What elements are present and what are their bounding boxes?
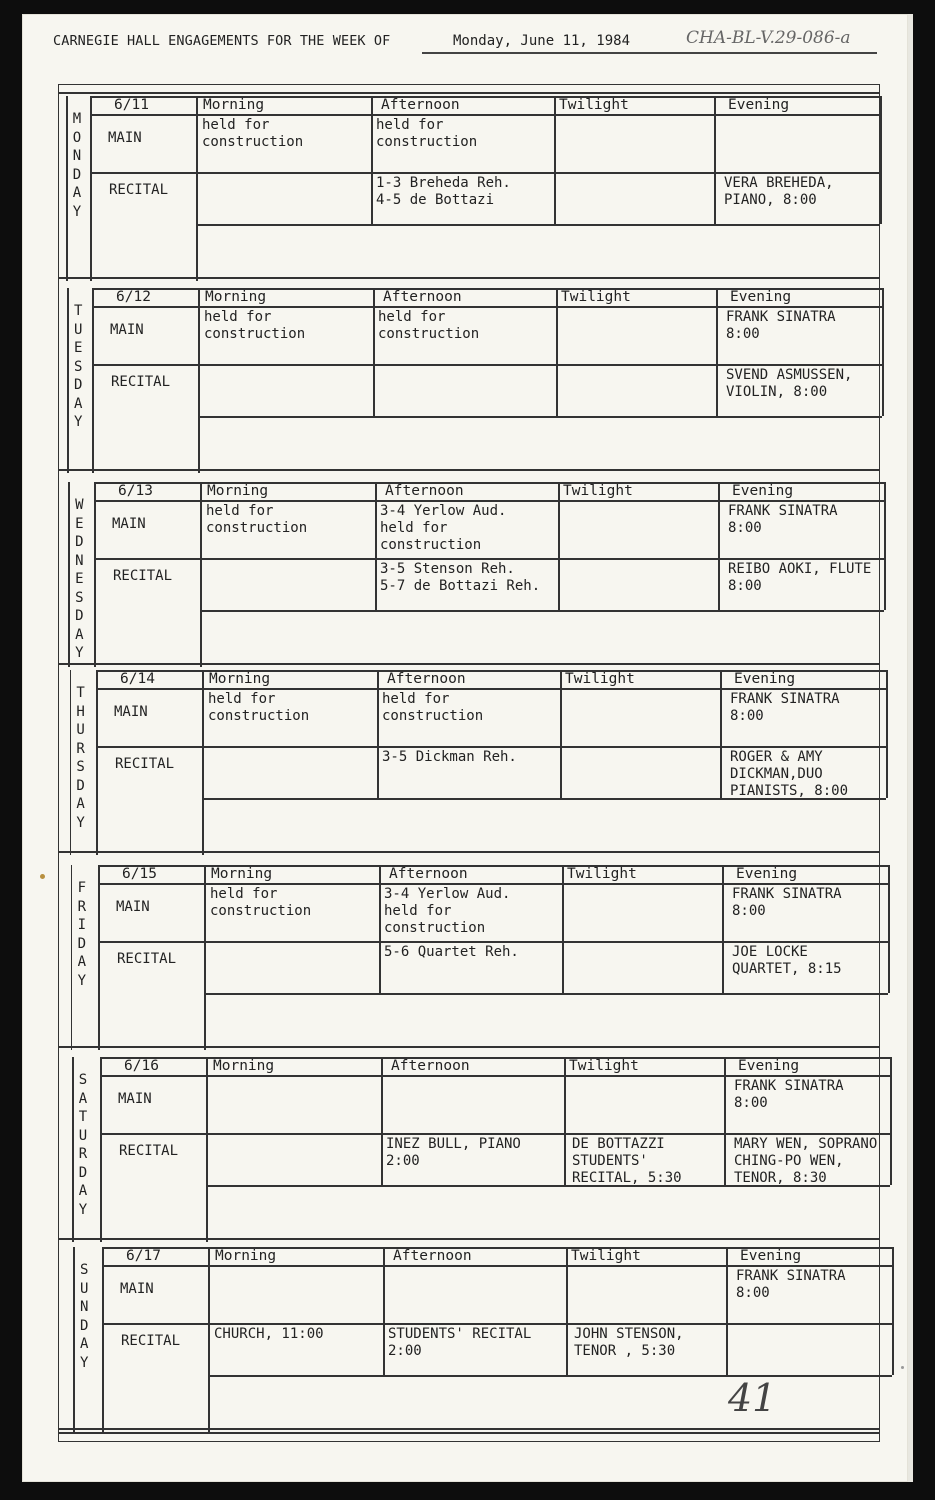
cell-main-afternoon: 3-4 Yerlow Aud. held for construction	[384, 886, 511, 936]
recital-row-top-line	[96, 746, 886, 748]
column-line-twilight	[564, 1057, 566, 1185]
header-morning: Morning	[211, 866, 273, 882]
column-line-evening	[720, 670, 722, 798]
day-date: 6/11	[114, 97, 149, 113]
day-separator-line	[58, 1046, 880, 1048]
row-label-recital: RECITAL	[121, 1333, 181, 1349]
header-morning: Morning	[203, 97, 265, 113]
cell-recital-afternoon: 1-3 Breheda Reh. 4-5 de Bottazi	[376, 175, 511, 208]
day-label-divider-left	[72, 1057, 74, 1242]
header-underline	[422, 52, 877, 54]
day-date: 6/17	[126, 1248, 161, 1264]
row-label-main: MAIN	[108, 130, 142, 146]
recital-row-top-line	[92, 364, 882, 366]
main-row-top-line	[100, 1075, 890, 1077]
header-twilight: Twilight	[565, 671, 635, 687]
header-afternoon: Afternoon	[383, 289, 462, 305]
header-morning: Morning	[207, 483, 269, 499]
week-of-date: Monday, June 11, 1984	[453, 33, 631, 49]
cell-main-morning: held for construction	[204, 309, 306, 342]
day-name-vertical: F R I D A Y	[77, 880, 87, 989]
main-row-top-line	[90, 114, 880, 116]
cell-main-evening: FRANK SINATRA 8:00	[730, 691, 840, 724]
archive-code: CHA-BL-V.29-086-a	[686, 28, 851, 48]
header-afternoon: Afternoon	[391, 1058, 470, 1074]
row-label-recital: RECITAL	[109, 182, 169, 198]
header-title: CARNEGIE HALL ENGAGEMENTS FOR THE WEEK OF	[53, 33, 391, 49]
column-line-evening	[722, 865, 724, 993]
recital-row-bottom-line	[200, 610, 884, 612]
row-label-main: MAIN	[116, 899, 150, 915]
main-row-top-line	[92, 306, 882, 308]
cell-recital-evening: ROGER & AMY DICKMAN,DUO PIANISTS, 8:00	[730, 749, 849, 799]
cell-main-morning: held for construction	[202, 117, 304, 150]
row-label-recital: RECITAL	[119, 1143, 179, 1159]
header-twilight: Twilight	[569, 1058, 639, 1074]
cell-recital-afternoon: STUDENTS' RECITAL 2:00	[388, 1326, 532, 1359]
column-line-afternoon	[383, 1247, 385, 1375]
header-evening: Evening	[730, 289, 792, 305]
column-line-morning	[198, 288, 200, 473]
header-morning: Morning	[215, 1248, 277, 1264]
cell-recital-morning: CHURCH, 11:00	[214, 1326, 324, 1342]
recital-row-top-line	[98, 941, 888, 943]
header-afternoon: Afternoon	[393, 1248, 472, 1264]
outer-top-line	[58, 92, 880, 94]
day-label-divider	[102, 1247, 104, 1432]
binder-mark	[40, 874, 45, 879]
sheet-edge	[908, 14, 913, 1482]
row-label-recital: RECITAL	[111, 374, 171, 390]
cell-recital-afternoon: INEZ BULL, PIANO 2:00	[386, 1136, 521, 1169]
column-line-evening	[716, 288, 718, 416]
day-name-vertical: M O N D A Y	[72, 111, 82, 220]
day-label-divider-left	[71, 865, 73, 1050]
day-name-vertical: S U N D A Y	[79, 1262, 89, 1371]
recital-row-bottom-line	[208, 1375, 892, 1377]
header-evening: Evening	[728, 97, 790, 113]
day-separator-line	[58, 1428, 880, 1430]
cell-main-evening: FRANK SINATRA 8:00	[732, 886, 842, 919]
header-afternoon: Afternoon	[389, 866, 468, 882]
row-label-main: MAIN	[120, 1281, 154, 1297]
cell-main-afternoon: held for construction	[376, 117, 478, 150]
cell-recital-afternoon: 3-5 Stenson Reh. 5-7 de Bottazi Reh.	[380, 561, 541, 594]
recital-row-top-line	[100, 1133, 890, 1135]
day-label-divider	[90, 96, 92, 281]
cell-main-evening: FRANK SINATRA 8:00	[728, 503, 838, 536]
column-line-evening	[726, 1247, 728, 1375]
header-twilight: Twilight	[559, 97, 629, 113]
column-line-morning	[196, 96, 198, 281]
cell-main-evening: FRANK SINATRA 8:00	[726, 309, 836, 342]
recital-row-bottom-line	[198, 416, 882, 418]
cell-main-morning: held for construction	[206, 503, 308, 536]
header-evening: Evening	[738, 1058, 800, 1074]
day-separator-line	[58, 1238, 880, 1240]
day-date: 6/15	[122, 866, 157, 882]
column-line-afternoon	[377, 670, 379, 798]
main-row-top-line	[96, 688, 886, 690]
row-label-recital: RECITAL	[113, 568, 173, 584]
cell-recital-twilight: JOHN STENSON, TENOR , 5:30	[574, 1326, 684, 1359]
outer-bottom-line	[58, 1432, 880, 1434]
day-date: 6/12	[116, 289, 151, 305]
day-label-divider-left	[67, 288, 69, 473]
column-line-morning	[206, 1057, 208, 1242]
cell-recital-evening: REIBO AOKI, FLUTE 8:00	[728, 561, 872, 594]
header-afternoon: Afternoon	[385, 483, 464, 499]
cell-recital-evening: SVEND ASMUSSEN, VIOLIN, 8:00	[726, 367, 853, 400]
header-morning: Morning	[205, 289, 267, 305]
main-row-top-line	[94, 500, 884, 502]
day-separator-line	[58, 663, 880, 665]
header-evening: Evening	[732, 483, 794, 499]
day-separator-line	[58, 277, 880, 279]
day-label-divider	[96, 670, 98, 855]
header-twilight: Twilight	[571, 1248, 641, 1264]
column-line-twilight	[560, 670, 562, 798]
column-line-right	[892, 1247, 894, 1375]
cell-recital-afternoon: 5-6 Quartet Reh.	[384, 944, 519, 960]
row-label-main: MAIN	[114, 704, 148, 720]
column-line-evening	[714, 96, 716, 224]
cell-main-afternoon: 3-4 Yerlow Aud. held for construction	[380, 503, 507, 553]
page-number: 41	[728, 1376, 777, 1420]
column-line-afternoon	[381, 1057, 383, 1185]
day-label-divider-left	[66, 96, 68, 281]
main-row-top-line	[102, 1265, 892, 1267]
day-name-vertical: T H U R S D A Y	[76, 685, 85, 831]
recital-row-top-line	[94, 558, 884, 560]
day-date: 6/14	[120, 671, 155, 687]
header-afternoon: Afternoon	[387, 671, 466, 687]
row-label-recital: RECITAL	[117, 951, 177, 967]
main-row-top-line	[98, 883, 888, 885]
cell-main-morning: held for construction	[208, 691, 310, 724]
day-date: 6/16	[124, 1058, 159, 1074]
header-evening: Evening	[740, 1248, 802, 1264]
header-twilight: Twilight	[561, 289, 631, 305]
header-evening: Evening	[736, 866, 798, 882]
row-label-main: MAIN	[118, 1091, 152, 1107]
cell-recital-afternoon: 3-5 Dickman Reh.	[382, 749, 517, 765]
column-line-twilight	[554, 96, 556, 224]
recital-row-bottom-line	[196, 224, 880, 226]
column-line-twilight	[562, 865, 564, 993]
header-afternoon: Afternoon	[381, 97, 460, 113]
day-label-divider	[92, 288, 94, 473]
day-label-divider	[94, 482, 96, 667]
header-morning: Morning	[209, 671, 271, 687]
column-line-morning	[202, 670, 204, 855]
column-line-twilight	[558, 482, 560, 610]
day-name-vertical: T U E S D A Y	[73, 303, 83, 430]
column-line-morning	[204, 865, 206, 1050]
header-twilight: Twilight	[563, 483, 633, 499]
column-line-twilight	[556, 288, 558, 416]
cell-recital-twilight: DE BOTTAZZI STUDENTS' RECITAL, 5:30	[572, 1136, 682, 1186]
recital-row-top-line	[102, 1323, 892, 1325]
day-label-divider-left	[73, 1247, 75, 1432]
header-evening: Evening	[734, 671, 796, 687]
day-label-divider-left	[68, 482, 70, 667]
row-label-main: MAIN	[110, 322, 144, 338]
day-label-divider	[98, 865, 100, 1050]
day-name-vertical: W E D N E S D A Y	[75, 497, 84, 661]
day-date: 6/13	[118, 483, 153, 499]
column-line-afternoon	[375, 482, 377, 610]
day-separator-line	[58, 469, 880, 471]
recital-row-bottom-line	[204, 993, 888, 995]
header-twilight: Twilight	[567, 866, 637, 882]
day-label-divider-left	[70, 670, 72, 855]
day-label-divider	[100, 1057, 102, 1242]
row-label-main: MAIN	[112, 516, 146, 532]
column-line-morning	[208, 1247, 210, 1432]
cell-main-afternoon: held for construction	[378, 309, 480, 342]
cell-recital-evening: MARY WEN, SOPRANO CHING-PO WEN, TENOR, 8:30	[734, 1136, 878, 1186]
cell-main-evening: FRANK SINATRA 8:00	[736, 1268, 846, 1301]
header-morning: Morning	[213, 1058, 275, 1074]
recital-row-top-line	[90, 172, 880, 174]
paper-speck	[901, 1366, 904, 1369]
cell-main-afternoon: held for construction	[382, 691, 484, 724]
cell-main-evening: FRANK SINATRA 8:00	[734, 1078, 844, 1111]
row-label-recital: RECITAL	[115, 756, 175, 772]
day-name-vertical: S A T U R D A Y	[78, 1072, 88, 1218]
column-line-morning	[200, 482, 202, 667]
column-line-evening	[718, 482, 720, 610]
column-line-twilight	[566, 1247, 568, 1375]
column-line-afternoon	[373, 288, 375, 416]
column-line-afternoon	[371, 96, 373, 224]
cell-recital-evening: VERA BREHEDA, PIANO, 8:00	[724, 175, 834, 208]
cell-recital-evening: JOE LOCKE QUARTET, 8:15	[732, 944, 842, 977]
cell-main-morning: held for construction	[210, 886, 312, 919]
column-line-evening	[724, 1057, 726, 1185]
day-separator-line	[58, 851, 880, 853]
column-line-afternoon	[379, 865, 381, 993]
